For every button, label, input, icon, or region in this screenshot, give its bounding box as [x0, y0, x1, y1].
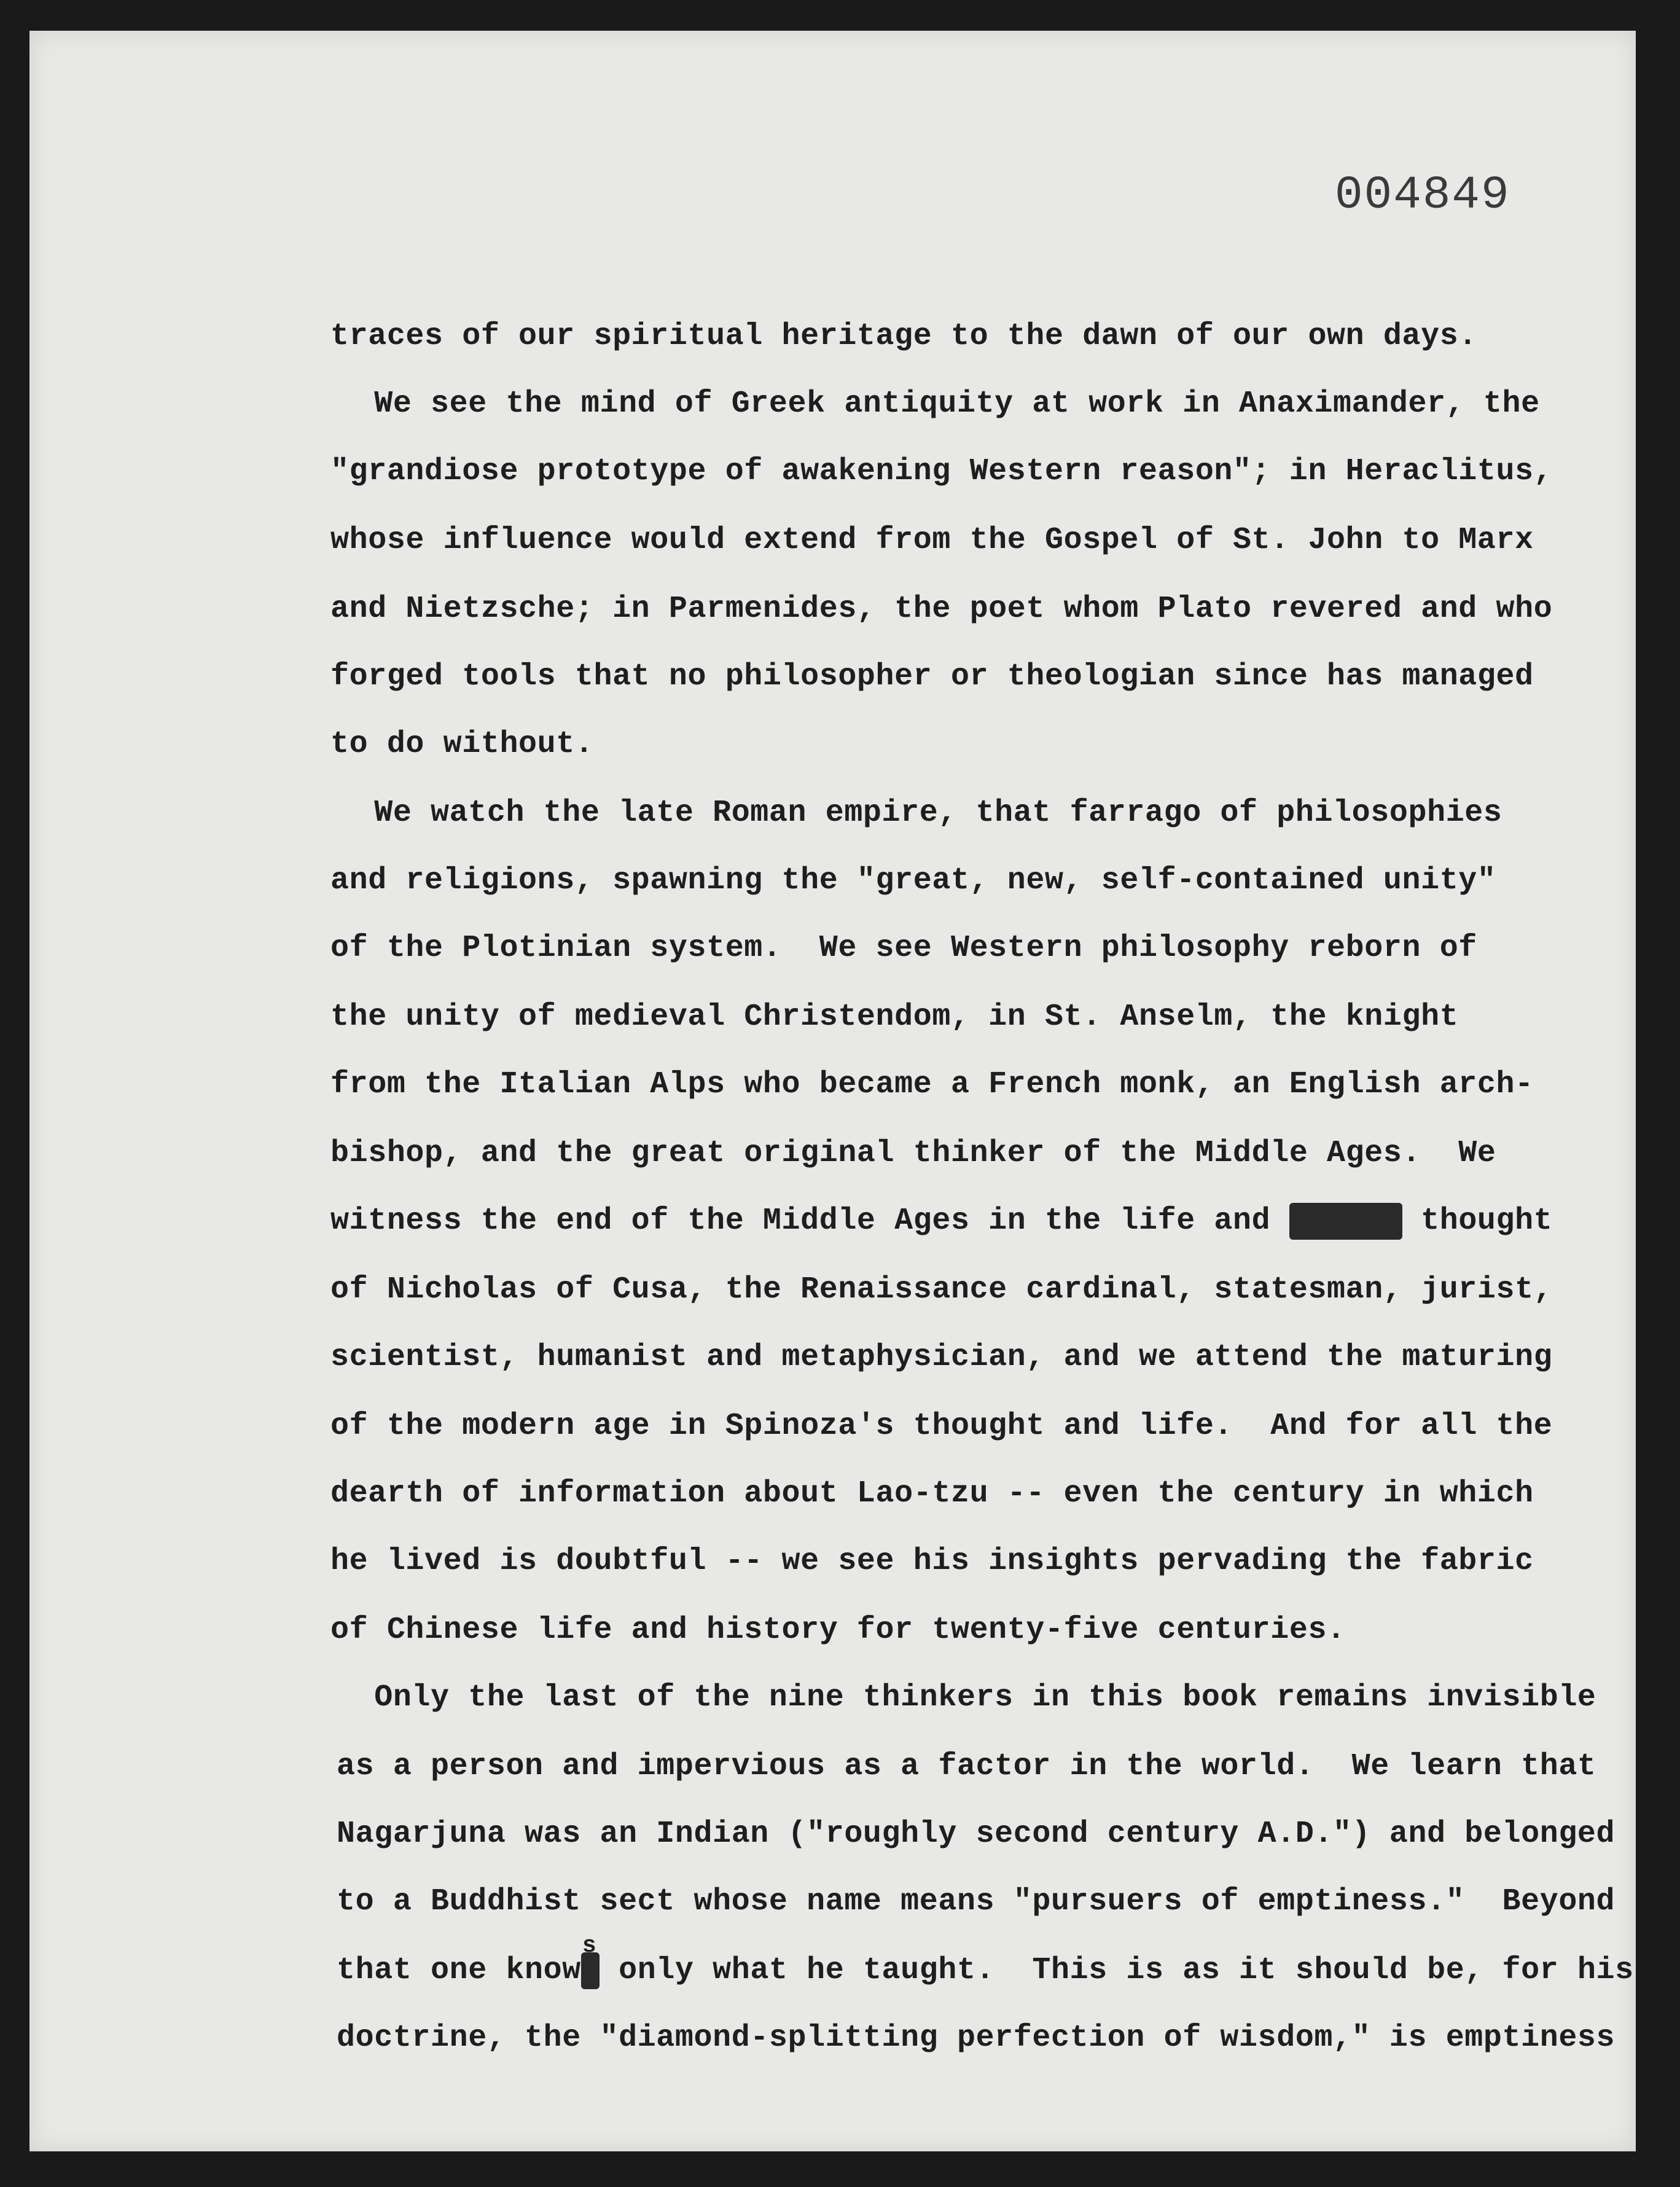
text-segment: only what he taught. This is as it should be, for his	[600, 1953, 1634, 1988]
typed-text	[29, 31, 1636, 2151]
text-line: and Nietzsche; in Parmenides, the poet whom Plato revered and who	[330, 592, 1553, 627]
text-line: dearth of information about Lao-tzu -- even the century in which	[330, 1476, 1534, 1511]
text-line: whose influence would extend from the Gospel of St. John to Marx	[330, 523, 1534, 558]
text-line: Nagarjuna was an Indian ("roughly second century A.D.") and belonged	[337, 1817, 1616, 1852]
text-line-with-correction	[337, 1933, 1634, 1989]
text-line: traces of our spiritual heritage to the dawn of our own days.	[330, 319, 1477, 354]
text-line: "grandiose prototype of awakening Western reason"; in Heraclitus,	[330, 454, 1553, 489]
text-segment: thought	[1402, 1203, 1553, 1238]
text-line-with-strikeout	[330, 1203, 1552, 1240]
struck-out-letter: s	[580, 1953, 600, 1988]
text-line: doctrine, the "diamond-splitting perfection of wisdom," is emptiness	[337, 2021, 1616, 2056]
text-line: forged tools that no philosopher or theologian since has managed	[330, 659, 1534, 694]
struck-out-word: XXXXXX	[1289, 1203, 1402, 1238]
text-line: from the Italian Alps who became a French monk, an English arch-	[330, 1067, 1534, 1102]
document-page	[29, 31, 1636, 2151]
text-line: of the Plotinian system. We see Western philosophy reborn of	[330, 931, 1477, 966]
page-number: 004849	[1335, 169, 1510, 222]
text-line: he lived is doubtful -- we see his insights pervading the fabric	[330, 1544, 1534, 1579]
text-line: of Nicholas of Cusa, the Renaissance cardinal, statesman, jurist,	[330, 1272, 1553, 1307]
text-line: of Chinese life and history for twenty-five centuries.	[330, 1613, 1346, 1648]
text-line: the unity of medieval Christendom, in St. Anselm, the knight	[330, 1000, 1459, 1035]
text-segment: witness the end of the Middle Ages in the life and	[330, 1203, 1289, 1238]
text-segment: that one know	[337, 1953, 581, 1988]
text-line: as a person and impervious as a factor in the world. We learn that	[337, 1749, 1596, 1784]
text-line: and religions, spawning the "great, new, self-contained unity"	[330, 863, 1496, 898]
text-line: to a Buddhist sect whose name means "pursuers of emptiness." Beyond	[337, 1884, 1616, 1919]
handwritten-correction	[580, 1933, 600, 1989]
correction-letter: s	[582, 1933, 597, 1959]
text-line: scientist, humanist and metaphysician, and we attend the maturing	[330, 1340, 1553, 1375]
text-line: We watch the late Roman empire, that farrago of philosophies	[337, 796, 1502, 831]
text-line: Only the last of the nine thinkers in this book remains invisible	[337, 1680, 1596, 1715]
text-line: to do without.	[330, 727, 594, 762]
text-line: We see the mind of Greek antiquity at work in Anaximander, the	[337, 386, 1540, 421]
text-line: of the modern age in Spinoza's thought and life. And for all the	[330, 1409, 1553, 1444]
text-line: bishop, and the great original thinker of the Middle Ages. We	[330, 1136, 1496, 1171]
